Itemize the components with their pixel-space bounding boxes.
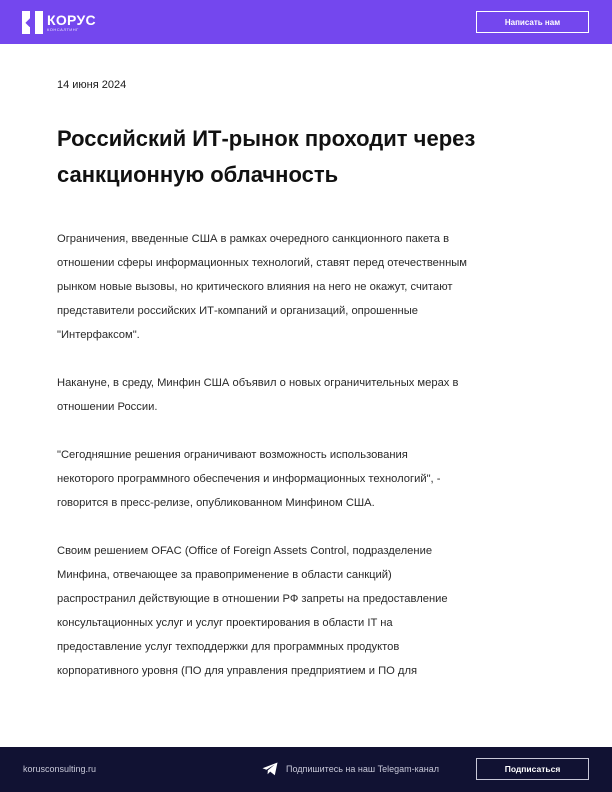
telegram-icon[interactable] — [262, 762, 278, 776]
paragraph-line: представители российских ИТ-компаний и организаций, опрошенные — [57, 305, 418, 317]
logo-subtitle: КОНСАЛТИНГ — [47, 26, 79, 32]
paragraph-line: рынком новые вызовы, но критического влияния на него не окажут, считают — [57, 281, 453, 293]
paragraph-line: Минфина, отвечающее за правоприменение в области санкций) — [57, 569, 392, 581]
article-paragraph-1 — [57, 227, 562, 347]
paragraph-line: говорится в пресс-релизе, опубликованном Минфином США. — [57, 497, 375, 509]
paragraph-line: Ограничения, введенные США в рамках очередного санкционного пакета в — [57, 233, 450, 245]
header-bar — [0, 0, 612, 44]
logo-name: КОРУС — [47, 11, 96, 28]
paragraph-line: "Сегодняшние решения ограничивают возможность использования — [57, 449, 408, 461]
telegram-text[interactable]: Подпишитесь на наш Telegam-канал — [286, 764, 439, 774]
paragraph-line: некоторого программного обеспечения и информационных технологий", - — [57, 473, 441, 485]
title-line: Российский ИТ-рынок проходит через — [57, 126, 476, 151]
paragraph-line: Накануне, в среду, Минфин США объявил о новых ограничительных мерах в — [57, 377, 459, 389]
paragraph-line: корпоративного уровня (ПО для управления предприятием и ПО для — [57, 665, 418, 677]
article-paragraph-3 — [57, 443, 562, 515]
article-paragraph-4 — [57, 539, 562, 683]
article-paragraph-2 — [57, 371, 562, 419]
article-date: 14 июня 2024 — [57, 79, 127, 91]
paragraph-line: консультационных услуг и услуг проектирования в области IT на — [57, 617, 393, 629]
footer-bar — [0, 747, 612, 792]
paragraph-line: предоставление услуг техподдержки для программных продуктов — [57, 641, 400, 653]
contact-us-button[interactable]: Написать нам — [476, 11, 589, 33]
paragraph-line: отношении России. — [57, 401, 158, 413]
article-title — [57, 121, 577, 193]
paragraph-line: распространил действующие в отношении РФ запреты на предоставление — [57, 593, 448, 605]
subscribe-button[interactable]: Подписаться — [476, 758, 589, 780]
korus-logo[interactable] — [22, 11, 96, 34]
paragraph-line: "Интерфаксом". — [57, 329, 140, 341]
logo-mark-icon — [22, 11, 43, 34]
title-line: санкционную облачность — [57, 162, 339, 187]
paragraph-line: Своим решением OFAC (Office of Foreign Assets Control, подразделение — [57, 545, 433, 557]
paragraph-line: отношении сферы информационных технологий, ставят перед отечественным — [57, 257, 467, 269]
website-link[interactable]: korusconsulting.ru — [23, 764, 97, 774]
